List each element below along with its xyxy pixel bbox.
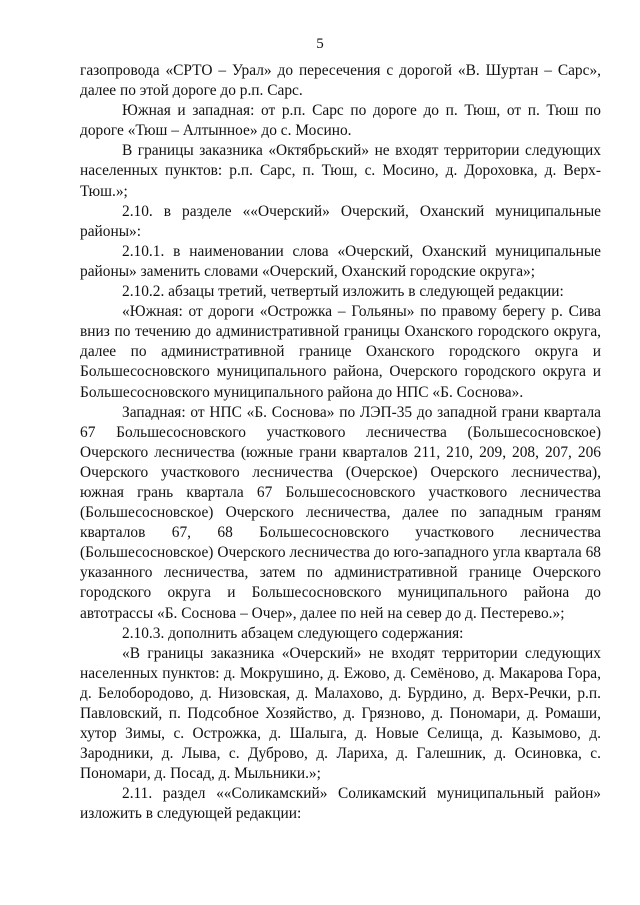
paragraph-9: 2.10.3. дополнить абзацем следующего содержания: <box>122 624 464 642</box>
page-number: 5 <box>316 36 324 52</box>
paragraph-5: 2.10.1. в наименовании слова «Очерский, Оханский муниципальные районы» заменить словами «Очерский, Оханский городские округа»; <box>80 242 601 280</box>
paragraph-11: 2.11. раздел ««Соликамский» Соликамский муниципальный район» изложить в следующей редакции: <box>80 785 601 823</box>
paragraph-10: «В границы заказника «Очерский» не входят территории следующих населенных пунктов: д. Мокрушино, д. Ежово, д. Семёново, д. Макарова Гора, д. Белобородово, д. Низовская, д. Малахово, д. Бурдино, д. Верх-Речки, р.п. Павловский, п. Подсобное Хозяйство, д. Грязново, д. Пономари, д. Ромаши, хутор Зимы, с. Острожка, д. Шалыга, д. Новые Селища, д. Казымово, д. Зародники, д. Лыва, с. Дуброво, д. Лариха, д. Галешник, д. Осиновка, с. Пономари, д. Посад, д. Мыльники.»; <box>80 644 601 783</box>
paragraph-7: «Южная: от дороги «Острожка – Гольяны» по правому берегу р. Сива вниз по течению до административной границы Оханского городского округа, далее по административной границе Оханского городского округа и Большесосновского муниципального района, Очерского городского округа и Большесосновского муниципального района до НПС «Б. Соснова». <box>80 303 601 401</box>
paragraph-3: В границы заказника «Октябрьский» не входят территории следующих населенных пунктов: р.п. Сарс, п. Тюш, с. Мосино, д. Дороховка, д. Верх-Тюш.»; <box>80 142 601 200</box>
paragraph-1: газопровода «СРТО – Урал» до пересечения с дорогой «В. Шуртан – Сарс», далее по этой дороге до р.п. Сарс. <box>80 62 601 100</box>
paragraph-2: Южная и западная: от р.п. Сарс по дороге до п. Тюш, от п. Тюш по дороге «Тюш – Алтынное» до с. Мосино. <box>80 102 601 140</box>
paragraph-8: Западная: от НПС «Б. Соснова» по ЛЭП-35 до западной грани квартала 67 Большесосновского участкового лесничества (Большесосновское) Очерского лесничества (южные грани кварталов 211, 210, 209, 208, 207, 206 Очерского участкового лесничества (Очерское) Очерского лесничества), южная грань квартала 67 Большесосновского участкового лесничества (Большесосновское) Очерского лесничества, далее по западным граням кварталов 67, 68 Большесосновского участкового лесничества (Большесосновское) Очерского лесничества до юго-западного угла квартала 68 указанного лесничества, затем по административной границе Очерского городского округа и Большесосновского муниципального района до автотрассы «Б. Соснова – Очер», далее по ней на север до д. Пестерево.»; <box>80 403 601 622</box>
paragraph-4: 2.10. в разделе ««Очерский» Очерский, Оханский муниципальные районы»: <box>80 202 601 240</box>
paragraph-6: 2.10.2. абзацы третий, четвертый изложить в следующей редакции: <box>122 283 564 301</box>
document-body <box>80 61 601 825</box>
